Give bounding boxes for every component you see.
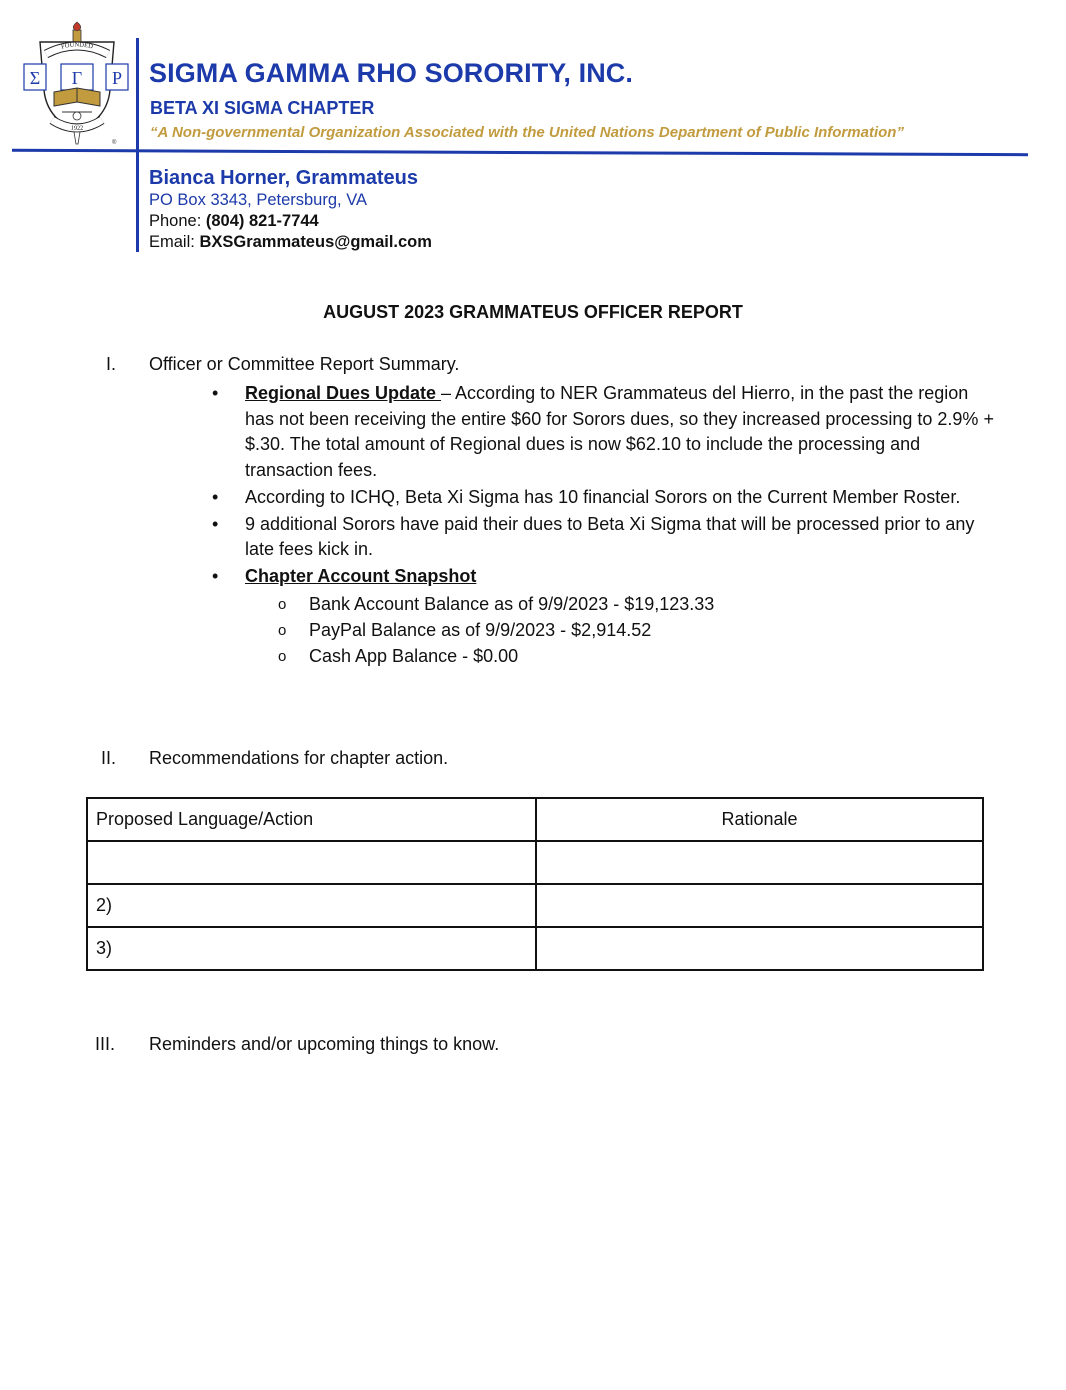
ichq-roster-text: According to ICHQ, Beta Xi Sigma has 10 financial Sorors on the Current Member Roster. — [245, 486, 961, 507]
table-cell[interactable] — [536, 927, 983, 970]
table-row — [87, 884, 983, 927]
email-label: Email: — [149, 233, 195, 251]
crest-letter-sigma: Σ — [29, 68, 41, 88]
table-row — [87, 841, 983, 884]
bullet-glyph: • — [212, 513, 219, 534]
phone-number: (804) 821-7744 — [205, 212, 319, 230]
contact-email-line — [149, 233, 432, 252]
snapshot-item — [210, 591, 1000, 617]
cash-app-balance: Cash App Balance - $0.00 — [309, 645, 519, 666]
sub-bullet-glyph: o — [278, 621, 287, 639]
bullet-glyph: • — [212, 565, 219, 586]
list-item — [210, 381, 1000, 484]
regional-dues-heading: Regional Dues Update — [245, 383, 442, 403]
recommendations-table — [86, 797, 984, 971]
table-cell[interactable]: 2) — [87, 884, 536, 927]
list-item — [210, 485, 1000, 511]
section-2-title: Recommendations for chapter action. — [149, 748, 449, 768]
trademark-mark: ® — [112, 140, 117, 146]
section-1-title: Officer or Committee Report Summary. — [149, 354, 460, 374]
table-cell[interactable] — [87, 841, 536, 884]
additional-dues-text: 9 additional Sorors have paid their dues to Beta Xi Sigma that will be processed prior to any late fees kick in. — [245, 513, 975, 560]
contact-address: PO Box 3343, Petersburg, VA — [149, 191, 367, 209]
report-title: AUGUST 2023 GRAMMATEUS OFFICER REPORT — [323, 302, 743, 322]
header-rationale: Rationale — [536, 798, 983, 841]
crest-bottom-text: 1922 — [70, 124, 84, 133]
letterhead-vertical-rule — [136, 38, 139, 252]
organization-tagline: “A Non-governmental Organization Associated with the United Nations Department of Public Information” — [150, 124, 904, 141]
table-row — [87, 927, 983, 970]
section-1-number: I. — [106, 354, 117, 374]
table-cell[interactable] — [536, 841, 983, 884]
list-item — [210, 564, 1000, 590]
organization-name: SIGMA GAMMA RHO SORORITY, INC. — [149, 58, 634, 88]
list-item — [210, 512, 1000, 563]
crest-letter-rho: Ρ — [111, 68, 123, 88]
snapshot-item — [210, 617, 1000, 643]
account-snapshot-list — [210, 591, 1000, 669]
regional-dues-text: – According to NER Grammateus del Hierro, in the past the region has not been receiving the entire $60 for Sorors dues, so they increased processing to 2.9% + $.30. The total amount of Regional dues is now $62.10 to include the processing and transaction fees. — [245, 383, 994, 481]
sorority-crest-logo — [22, 20, 132, 150]
contact-phone-line — [149, 212, 319, 231]
phone-label: Phone: — [149, 212, 202, 230]
letterhead-horizontal-rule — [12, 149, 1028, 156]
crest-top-text: FOUNDED — [60, 41, 94, 51]
section-3-title: Reminders and/or upcoming things to know. — [149, 1034, 500, 1054]
contact-name: Bianca Horner, Grammateus — [149, 167, 418, 189]
table-header-row — [87, 798, 983, 841]
sub-bullet-glyph: o — [278, 647, 287, 665]
paypal-balance: PayPal Balance as of 9/9/2023 - $2,914.52 — [309, 619, 652, 640]
sub-bullet-glyph: o — [278, 595, 287, 613]
snapshot-item — [210, 643, 1000, 669]
section-2-number: II. — [101, 748, 117, 768]
bank-balance: Bank Account Balance as of 9/9/2023 - $19,123.33 — [309, 593, 715, 614]
bullet-glyph: • — [212, 486, 219, 507]
chapter-name: BETA XI SIGMA CHAPTER — [150, 98, 375, 118]
section-3-number: III. — [95, 1034, 116, 1054]
email-address: BXSGrammateus@gmail.com — [199, 233, 432, 251]
crest-letter-gamma: Γ — [71, 68, 83, 88]
bullet-glyph: • — [212, 383, 219, 403]
table-cell[interactable] — [536, 884, 983, 927]
account-snapshot-heading: Chapter Account Snapshot — [245, 565, 477, 586]
summary-bullet-list — [210, 381, 1000, 669]
table-cell[interactable]: 3) — [87, 927, 536, 970]
header-proposed-action: Proposed Language/Action — [87, 798, 536, 841]
